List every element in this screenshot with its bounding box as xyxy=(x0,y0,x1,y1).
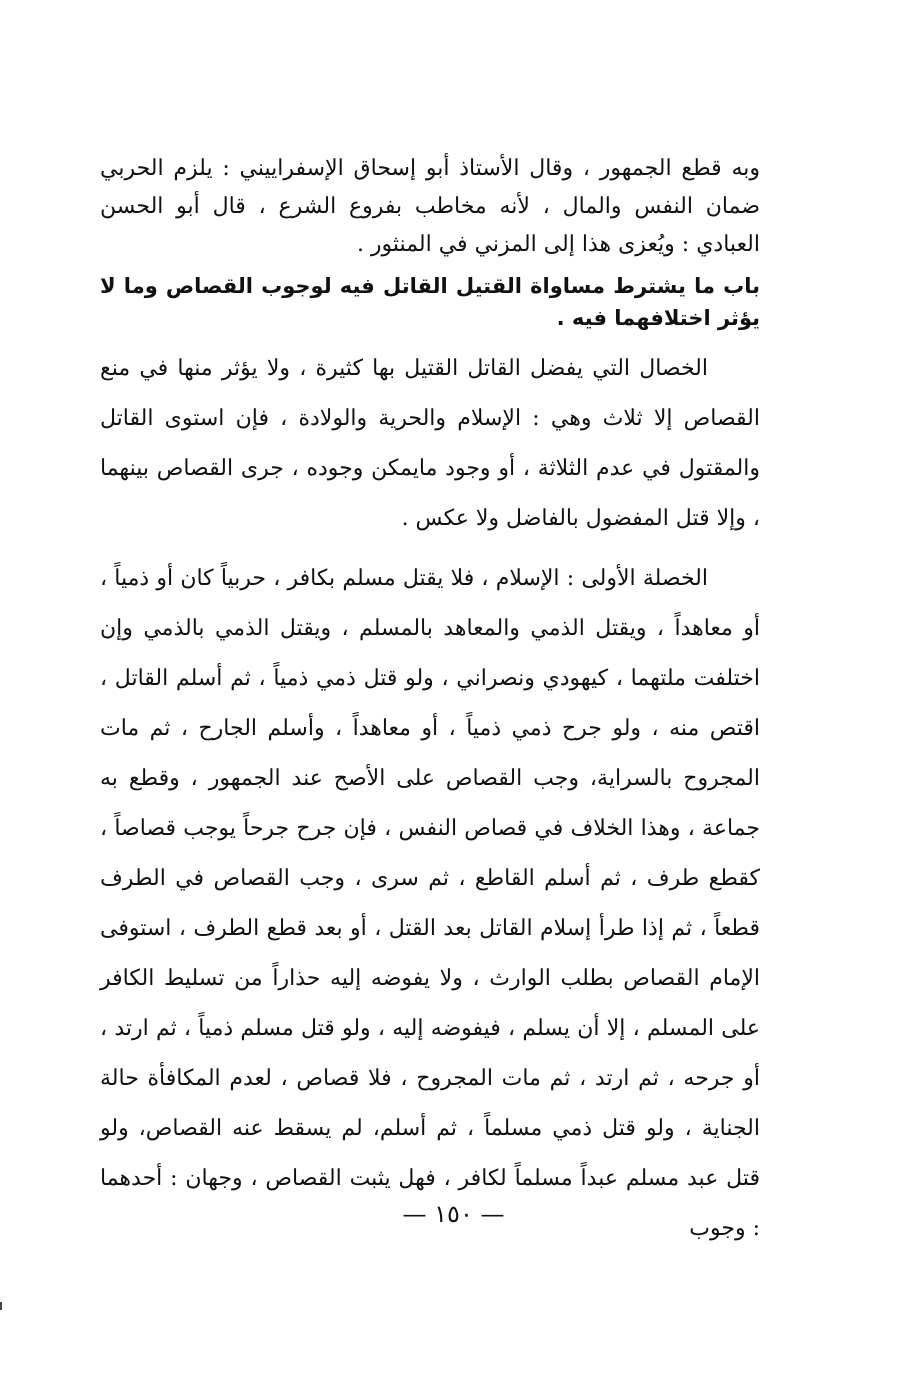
scan-mark xyxy=(0,1302,2,1310)
intro-paragraph: وبه قطع الجمهور ، وقال الأستاذ أبو إسحاق الإسفراييني : يلزم الحربي ضمان النفس والمال ، لأنه مخاطب بفروع الشرع ، قال أبو الحسن العبادي : ويُعزى هذا إلى المزني في المنثور . xyxy=(100,156,760,257)
paragraph-qualities: الخصال التي يفضل القاتل القتيل بها كثيرة ، ولا يؤثر منها في منع القصاص إلا ثلاث وهي : الإسلام والحرية والولادة ، فإن استوى القاتل والمقتول في عدم الثلاثة ، أو وجود مايمكن وجوده ، جرى القصاص بينهما ، وإلا قتل المفضول بالفاضل ولا عكس . xyxy=(100,356,760,531)
section-heading: باب ما يشترط مساواة القتيل القاتل فيه لوجوب القصاص وما لا يؤثر اختلافهما فيه . xyxy=(100,274,760,330)
page-number: — ١٥٠ — xyxy=(402,1200,505,1228)
page-body xyxy=(100,150,760,1264)
paragraph-first-quality: الخصلة الأولى : الإسلام ، فلا يقتل مسلم بكافر ، حربياً كان أو ذمياً ، أو معاهداً ، ويقتل الذمي والمعاهد بالمسلم ، ويقتل الذمي بالذمي وإن اختلفت ملتهما ، كيهودي ونصراني ، ولو قتل ذمي ذمياً ، ثم أسلم القاتل ، اقتص منه ، ولو جرح ذمي ذمياً ، أو معاهداً ، وأسلم الجارح ، ثم مات المجروح بالسراية، وجب القصاص على الأصح عند الجمهور ، وقطع به جماعة ، وهذا الخلاف في قصاص النفس ، فإن جرح جرحاً يوجب قصاصاً ، كقطع طرف ، ثم أسلم القاطع ، ثم سرى ، وجب القصاص في الطرف قطعاً ، ثم إذا طرأ إسلام القاتل بعد القتل ، أو بعد قطع الطرف ، استوفى الإمام القصاص بطلب الوارث ، ولا يفوضه إليه حذاراً من تسليط الكافر على المسلم ، إلا أن يسلم ، فيفوضه إليه ، ولو قتل مسلم ذمياً ، ثم ارتد ، أو جرحه ، ثم ارتد ، ثم مات المجروح ، فلا قصاص ، لعدم المكافأة حالة الجناية ، ولو قتل ذمي مسلماً ، ثم أسلم، لم يسقط عنه القصاص، ولو قتل عبد مسلم عبداً مسلماً لكافر ، فهل يثبت القصاص ، وجهان : أحدهما : وجوب xyxy=(100,566,760,1241)
